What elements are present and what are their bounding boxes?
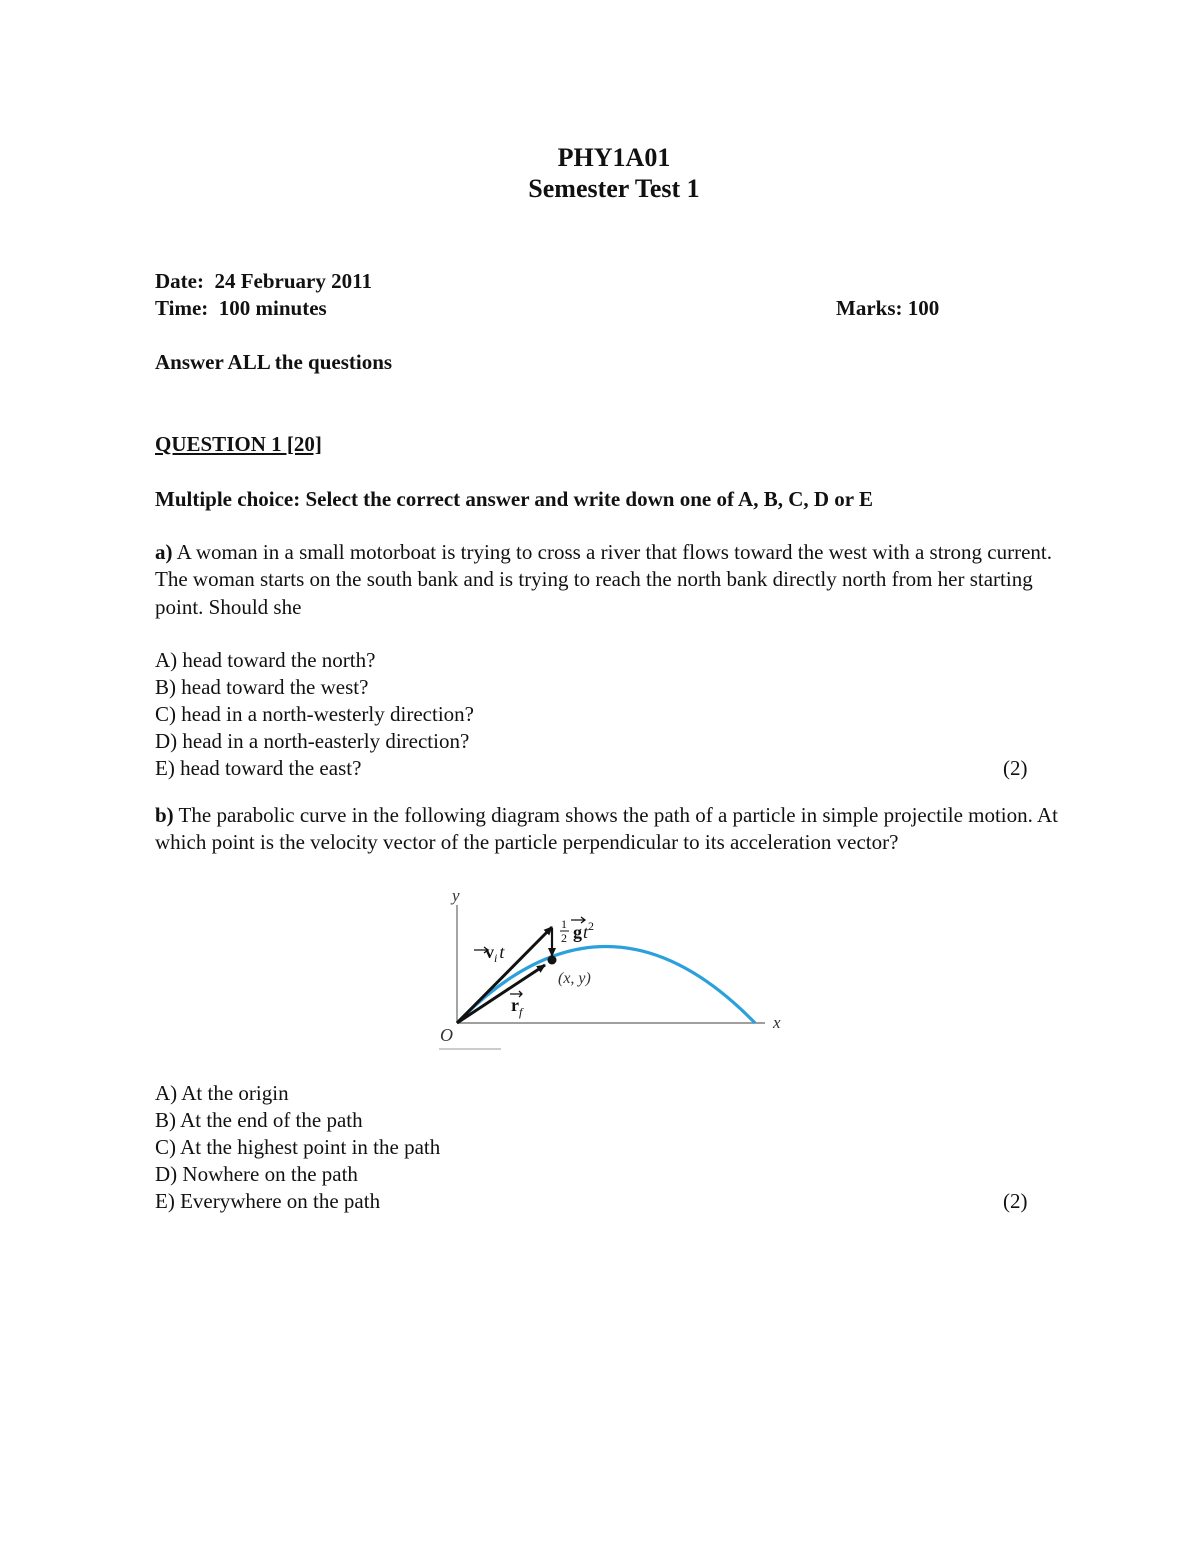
marks-value: 100: [907, 296, 940, 320]
part-a-label: a): [155, 540, 173, 564]
velocity-arrow-icon: [474, 947, 488, 953]
velocity-label: [485, 942, 505, 965]
date-line: [155, 269, 372, 294]
part-a-option-e: E) head toward the east?: [155, 756, 362, 780]
part-a-option-c: C) head in a north-westerly direction?: [155, 702, 474, 726]
velocity-symbol: v: [485, 942, 494, 962]
mc-instruction: Multiple choice: Select the correct answer and write down one of A, B, C, D or E: [155, 487, 873, 511]
image-credit-mark: [439, 1048, 501, 1050]
course-code: PHY1A01: [557, 143, 671, 172]
time-value: 100 minutes: [218, 296, 327, 320]
marks-line: [836, 296, 939, 321]
x-axis-label: x: [773, 1013, 781, 1032]
velocity-time: t: [499, 942, 505, 962]
gravity-time: t: [583, 922, 589, 942]
part-b-marks: (2): [1003, 1189, 1028, 1213]
marks-label: Marks:: [836, 296, 903, 320]
point-label: (x, y): [558, 970, 591, 987]
y-axis-label: y: [452, 886, 460, 905]
part-a-marks: (2): [1003, 756, 1028, 780]
part-b-label: b): [155, 803, 174, 827]
velocity-subscript: i: [494, 951, 498, 965]
part-b-question: [155, 802, 1065, 857]
velocity-vector: [457, 927, 552, 1023]
gravity-symbol: g: [573, 922, 582, 942]
part-b-text: The parabolic curve in the following diagram shows the path of a particle in simple projectile motion. At which point is the velocity vector of the particle perpendicular to its acceleration vector?: [155, 803, 1058, 855]
part-a-question: [155, 539, 1065, 621]
instruction: Answer ALL the questions: [155, 350, 393, 374]
date-value: 24 February 2011: [214, 269, 372, 293]
half-numerator: 1: [561, 917, 567, 931]
part-b-option-d: D) Nowhere on the path: [155, 1162, 358, 1186]
test-title: Semester Test 1: [528, 174, 700, 203]
part-b-option-b: B) At the end of the path: [155, 1108, 363, 1132]
part-b-option-e: E) Everywhere on the path: [155, 1189, 381, 1213]
half-denominator: 2: [561, 931, 567, 945]
part-a-text: A woman in a small motorboat is trying to cross a river that flows toward the west with a strong current. The woman starts on the south bank and is trying to reach the north bank directly north from her starting point. Should she: [155, 540, 1052, 619]
projectile-diagram: [425, 880, 805, 1060]
time-label: Time:: [155, 296, 209, 320]
position-vector: [457, 965, 545, 1023]
particle-point: [548, 956, 557, 965]
time-line: [155, 296, 327, 321]
part-b-option-c: C) At the highest point in the path: [155, 1135, 441, 1159]
position-label: [511, 995, 524, 1019]
origin-label: O: [440, 1025, 453, 1045]
part-a-option-d: D) head in a north-easterly direction?: [155, 729, 470, 753]
part-a-option-a: A) head toward the north?: [155, 648, 376, 672]
gravity-exponent: 2: [588, 919, 595, 933]
question-heading: QUESTION 1 [20]: [155, 432, 322, 456]
position-subscript: f: [519, 1005, 523, 1019]
part-a-option-b: B) head toward the west?: [155, 675, 369, 699]
gravity-label: [573, 919, 594, 942]
date-label: Date:: [155, 269, 204, 293]
position-symbol: r: [511, 995, 519, 1015]
part-b-option-a: A) At the origin: [155, 1081, 289, 1105]
